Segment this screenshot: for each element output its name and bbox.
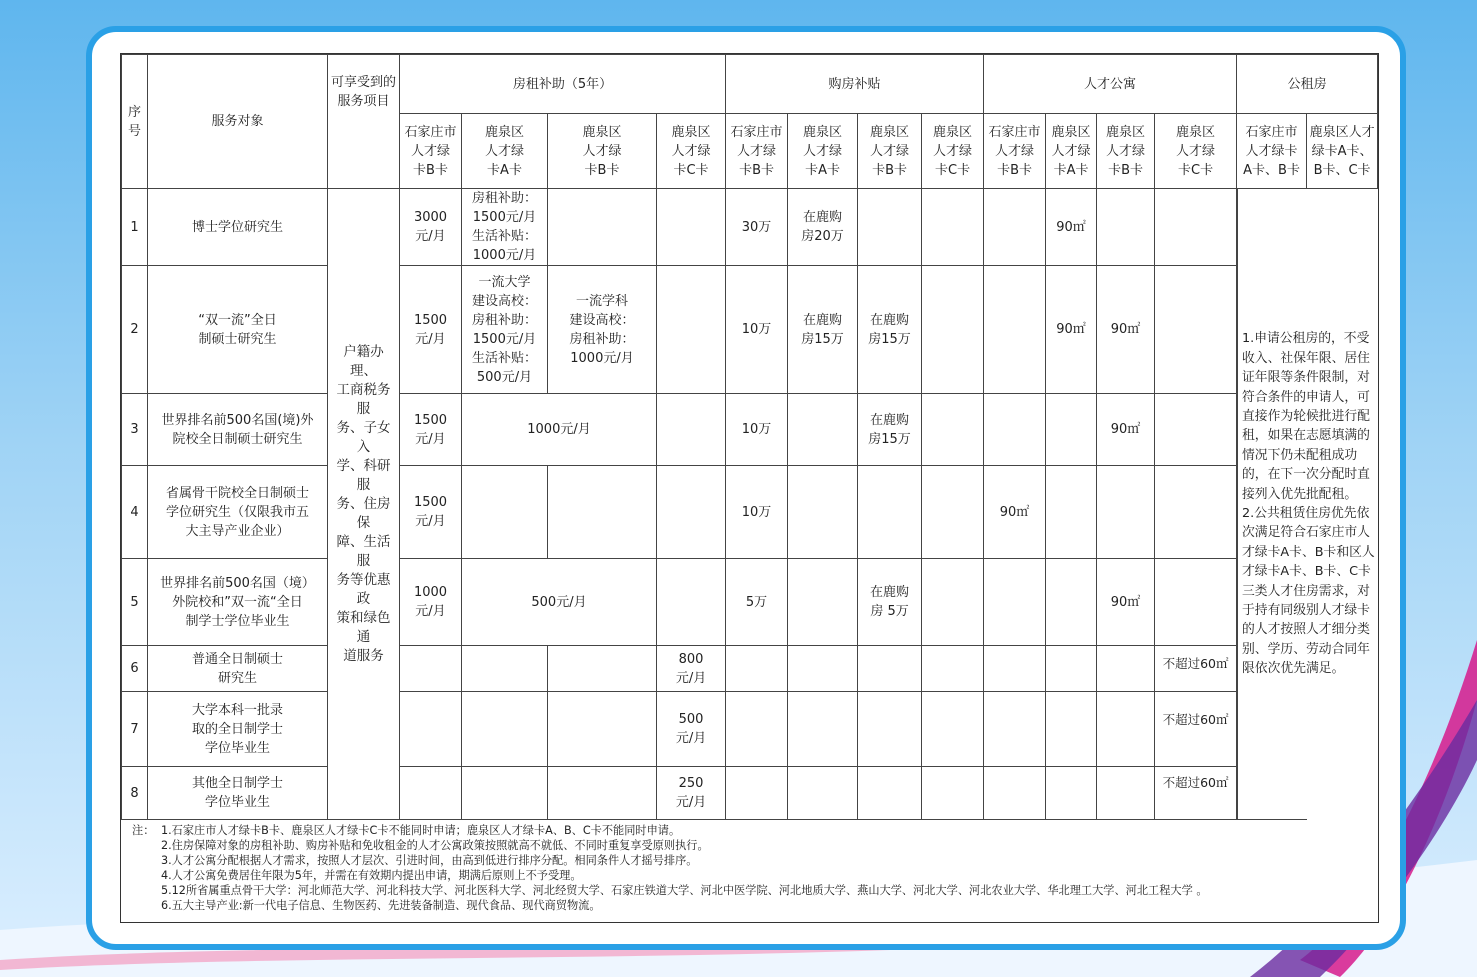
cell: [1097, 767, 1155, 820]
cell: [548, 466, 657, 559]
cell: 90㎡: [1097, 559, 1155, 646]
cell: 10万: [726, 466, 788, 559]
header-group-purchase: 购房补贴: [726, 55, 984, 114]
cell: [788, 767, 858, 820]
cell: 不超过60㎡: [1155, 692, 1237, 767]
footnote-line: 6.五大主导产业:新一代电子信息、生物医药、先进装备制造、现代食品、现代商贸物流。: [161, 899, 601, 912]
cell: 房租补助： 1500元/月 生活补贴： 1000元/月: [462, 189, 548, 266]
row-seq: 8: [122, 767, 148, 820]
row-target: 世界排名前500名国（境） 外院校和”双一流“全日 制学士学位毕业生: [148, 559, 328, 646]
cell: [462, 646, 548, 692]
table-row: [122, 692, 1378, 767]
cell: [788, 559, 858, 646]
public-housing-note: 1.申请公租房的，不受收入、社保年限、居住证年限等条件限制，对符合条件的申请人，可直接作为轮候批进行配租，如果在志愿填满的情况下仍未配租成功的，在下一次分配时直接列入优先批配租。 2.公共租赁住房优先依次满足符合石家庄市人才绿卡A卡、B卡和区人才绿卡A卡、B卡、C卡三类人才住房需求，对于持有同级别人才绿卡的人才按照人才细分类别、学历、劳动合同年限依次优先满足。: [1237, 188, 1377, 819]
cell: [726, 692, 788, 767]
header-services: 可享受到的 服务项目: [328, 55, 400, 189]
cell: [1046, 692, 1097, 767]
header-sub: 石家庄市 人才绿 卡B卡: [984, 114, 1046, 189]
cell: [984, 559, 1046, 646]
cell: 1500 元/月: [400, 394, 462, 466]
cell: [922, 646, 984, 692]
header-sub: 石家庄市 人才绿卡 A卡、B卡: [1237, 114, 1307, 189]
cell: [922, 466, 984, 559]
footnote-line: 2.住房保障对象的房租补助、购房补贴和免收租金的人才公寓政策按照就高不就低、不同时重复享受原则执行。: [161, 839, 709, 852]
cell: [726, 767, 788, 820]
cell: [922, 559, 984, 646]
row-target: 其他全日制学士 学位毕业生: [148, 767, 328, 820]
cell: [726, 646, 788, 692]
header-sub: 鹿泉区 人才绿 卡A卡: [462, 114, 548, 189]
table-row: [122, 646, 1378, 692]
header-sub: 鹿泉区人才 绿卡A卡、 B卡、C卡: [1307, 114, 1378, 189]
cell: [984, 266, 1046, 394]
cell: [462, 692, 548, 767]
cell: [1097, 189, 1155, 266]
cell: 1500 元/月: [400, 266, 462, 394]
cell: [657, 266, 726, 394]
cell: [657, 189, 726, 266]
cell: [1155, 394, 1237, 466]
row-seq: 5: [122, 559, 148, 646]
row-target: 省属骨干院校全日制硕士 学位研究生（仅限我市五 大主导产业企业）: [148, 466, 328, 559]
cell: [984, 767, 1046, 820]
row-seq: 1: [122, 189, 148, 266]
cell: [984, 189, 1046, 266]
cell: [1046, 646, 1097, 692]
cell: 在鹿购 房15万: [858, 266, 922, 394]
cell: [922, 767, 984, 820]
cell: 90㎡: [984, 466, 1046, 559]
cell: [984, 692, 1046, 767]
row-target: 普通全日制硕士 研究生: [148, 646, 328, 692]
cell: [462, 466, 548, 559]
footnote-label: 注：: [132, 824, 155, 837]
row-target: 世界排名前500名国(境)外 院校全日制硕士研究生: [148, 394, 328, 466]
header-target: 服务对象: [148, 55, 328, 189]
table-row: [122, 767, 1378, 820]
header-sub: 鹿泉区 人才绿 卡B卡: [858, 114, 922, 189]
cell: [922, 189, 984, 266]
cell: 90㎡: [1046, 266, 1097, 394]
header-sub: 鹿泉区 人才绿 卡C卡: [922, 114, 984, 189]
cell: 30万: [726, 189, 788, 266]
cell: [922, 394, 984, 466]
cell: [858, 189, 922, 266]
cell: [657, 466, 726, 559]
cell: [548, 646, 657, 692]
header-row-groups: [122, 55, 1378, 114]
header-sub: 鹿泉区 人才绿 卡C卡: [657, 114, 726, 189]
table-row: [122, 189, 1378, 266]
cell: 在鹿购 房20万: [788, 189, 858, 266]
cell: 1000元/月: [462, 394, 657, 466]
table-row: [122, 466, 1378, 559]
cell: [548, 767, 657, 820]
cell: [1155, 266, 1237, 394]
row-seq: 2: [122, 266, 148, 394]
cell: 一流学科 建设高校： 房租补助： 1000元/月: [548, 266, 657, 394]
cell: [1155, 189, 1237, 266]
cell: 不超过60㎡: [1155, 767, 1237, 820]
header-sub: 鹿泉区 人才绿 卡A卡: [1046, 114, 1097, 189]
row-seq: 4: [122, 466, 148, 559]
row-target: 博士学位研究生: [148, 189, 328, 266]
header-sub: 鹿泉区 人才绿 卡C卡: [1155, 114, 1237, 189]
cell: 250 元/月: [657, 767, 726, 820]
cell: 10万: [726, 394, 788, 466]
cell: 90㎡: [1097, 394, 1155, 466]
cell: [1046, 559, 1097, 646]
cell: [1155, 559, 1237, 646]
cell: 5万: [726, 559, 788, 646]
cell: 在鹿购 房15万: [858, 394, 922, 466]
row-target: 大学本科一批录 取的全日制学士 学位毕业生: [148, 692, 328, 767]
cell: [657, 394, 726, 466]
cell: 1500 元/月: [400, 466, 462, 559]
services-cell: 户籍办理、 工商税务服 务、子女入 学、科研服 务、住房保 障、生活服 务等优惠政 策和绿色通 道服务: [328, 189, 400, 820]
header-sub: 鹿泉区 人才绿 卡B卡: [548, 114, 657, 189]
footnotes: [121, 820, 1377, 922]
cell: 在鹿购 房 5万: [858, 559, 922, 646]
cell: [922, 692, 984, 767]
header-group-public-housing: 公租房: [1237, 55, 1378, 114]
cell: 500 元/月: [657, 692, 726, 767]
cell: [922, 266, 984, 394]
header-group-apartment: 人才公寓: [984, 55, 1237, 114]
header-sub: 石家庄市 人才绿 卡B卡: [400, 114, 462, 189]
cell: [1097, 692, 1155, 767]
header-seq: 序 号: [122, 55, 148, 189]
cell: [1097, 646, 1155, 692]
cell: 3000 元/月: [400, 189, 462, 266]
header-sub: 石家庄市 人才绿 卡B卡: [726, 114, 788, 189]
footnote-line: 1.石家庄市人才绿卡B卡、鹿泉区人才绿卡C卡不能同时申请；鹿泉区人才绿卡A、B、C卡不能同时申请。: [161, 824, 681, 837]
header-sub: 鹿泉区 人才绿 卡B卡: [1097, 114, 1155, 189]
cell: [1155, 466, 1237, 559]
cell: [400, 767, 462, 820]
policy-table-frame: [120, 53, 1379, 923]
table-row: [122, 266, 1378, 394]
row-seq: 7: [122, 692, 148, 767]
cell: [788, 466, 858, 559]
cell: 800 元/月: [657, 646, 726, 692]
cell: [984, 646, 1046, 692]
cell: [548, 692, 657, 767]
cell: 90㎡: [1046, 189, 1097, 266]
header-sub: 鹿泉区 人才绿 卡A卡: [788, 114, 858, 189]
table-row: [122, 559, 1378, 646]
cell: [1046, 394, 1097, 466]
footnote-line: 4.人才公寓免费居住年限为5年，并需在有效期内提出申请，期满后原则上不予受理。: [161, 869, 582, 882]
header-group-rent: 房租补助（5年）: [400, 55, 726, 114]
cell: [858, 767, 922, 820]
cell: 90㎡: [1097, 266, 1155, 394]
cell: [788, 394, 858, 466]
cell: [788, 646, 858, 692]
table-row: [122, 394, 1378, 466]
cell: [1046, 767, 1097, 820]
cell: [400, 646, 462, 692]
row-seq: 3: [122, 394, 148, 466]
footnote-line: 5.12所省属重点骨干大学：河北师范大学、河北科技大学、河北医科大学、河北经贸大学、石家庄铁道大学、河北中医学院、河北地质大学、燕山大学、河北大学、河北农业大学、华北理工大学、河北工程大学 。: [161, 884, 1208, 897]
cell: [400, 692, 462, 767]
policy-table: [121, 54, 1378, 820]
cell: [657, 559, 726, 646]
cell: [984, 394, 1046, 466]
cell: 10万: [726, 266, 788, 394]
cell: [858, 692, 922, 767]
cell: [548, 189, 657, 266]
cell: 一流大学 建设高校： 房租补助： 1500元/月 生活补贴： 500元/月: [462, 266, 548, 394]
cell: [858, 466, 922, 559]
cell: 500元/月: [462, 559, 657, 646]
cell: [858, 646, 922, 692]
footnote-line: 3.人才公寓分配根据人才需求，按照人才层次、引进时间，由高到低进行排序分配。相同条件人才摇号排序。: [161, 854, 698, 867]
row-target: “双一流”全日 制硕士研究生: [148, 266, 328, 394]
row-seq: 6: [122, 646, 148, 692]
cell: [1097, 466, 1155, 559]
cell: [788, 692, 858, 767]
cell: [462, 767, 548, 820]
cell: 在鹿购 房15万: [788, 266, 858, 394]
cell: 不超过60㎡: [1155, 646, 1237, 692]
cell: [1046, 466, 1097, 559]
cell: 1000 元/月: [400, 559, 462, 646]
